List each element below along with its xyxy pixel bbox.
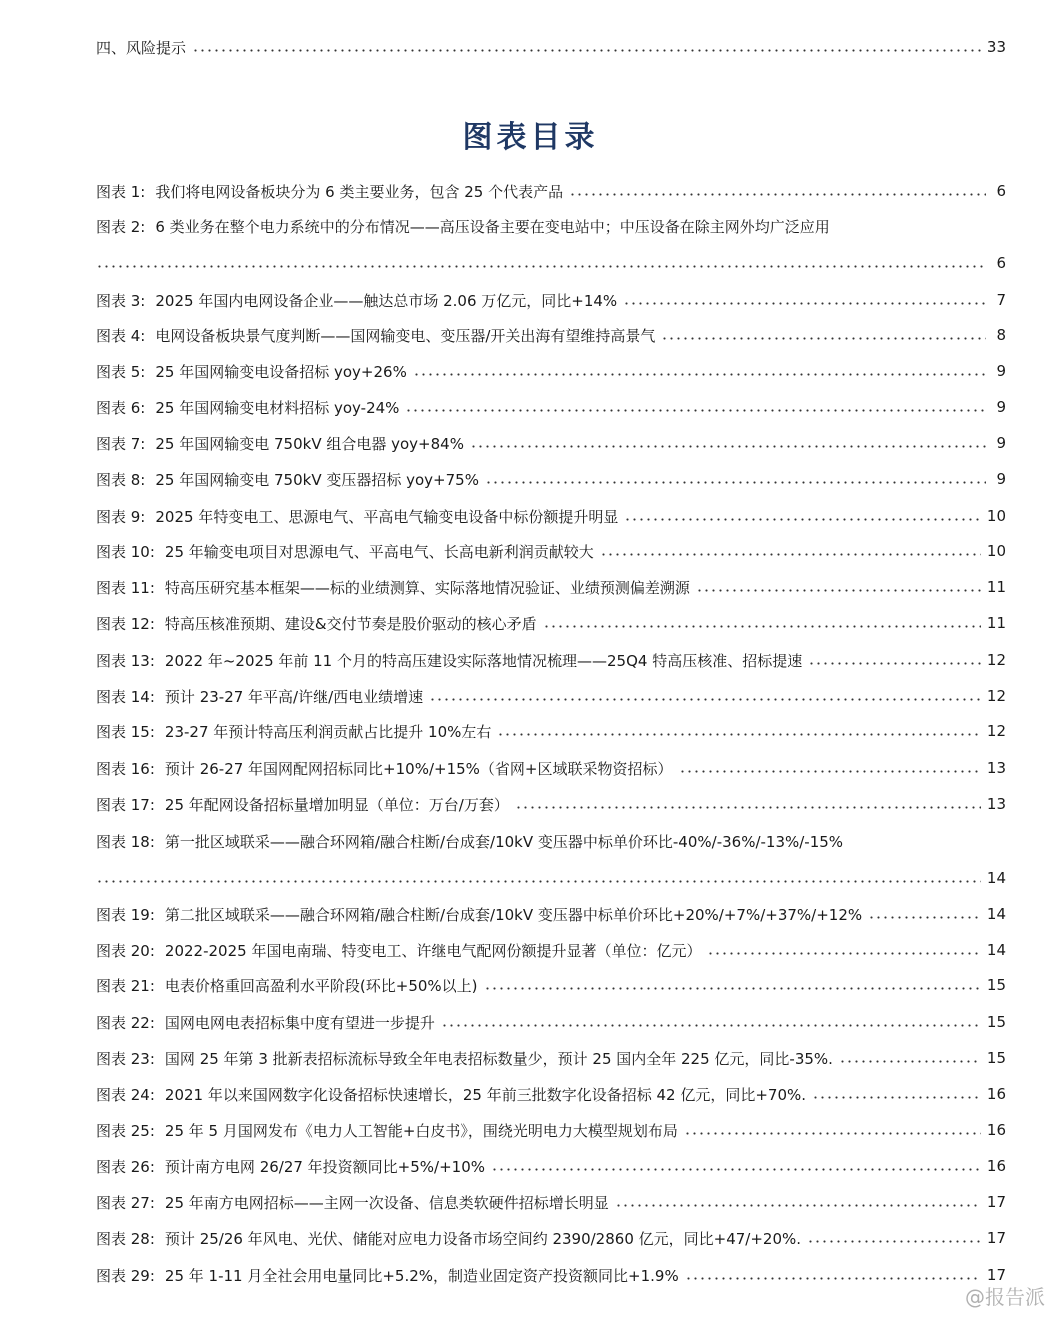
entry-page: 8 [996, 326, 1006, 344]
entry-page: 6 [996, 182, 1006, 200]
toc-entry-28[interactable] [96, 1225, 1006, 1251]
toc-entry-27[interactable] [96, 1189, 1006, 1215]
toc-page-number: 33 [986, 38, 1006, 56]
leader-dots [192, 49, 981, 52]
toc-entry-3[interactable] [96, 287, 1006, 313]
toc-entry-29[interactable] [96, 1262, 1006, 1288]
entry-text: 25 年国网输变电 750kV 变压器招标 yoy+75% [155, 470, 479, 489]
toc-entry-8[interactable] [96, 466, 1006, 492]
toc-section-label: 四、风险提示 [96, 38, 187, 57]
entry-text: 25 年国网输变电材料招标 yoy-24% [155, 398, 400, 417]
toc-entry-9[interactable] [96, 503, 1006, 529]
entry-text: 25 年 1-11 月全社会用电量同比+5.2%，制造业固定资产投资额同比+1.9% [164, 1266, 679, 1285]
leader-dots [470, 445, 986, 448]
entry-label: 图表 16: [96, 759, 155, 778]
leader-dots [543, 625, 981, 628]
entry-page: 12 [986, 722, 1006, 740]
leader-dots [808, 662, 981, 665]
entry-label: 图表 7: [96, 434, 146, 453]
entry-text: 电网设备板块景气度判断——国网输变电、变压器/开关出海有望维持高景气 [155, 326, 656, 345]
entry-page: 16 [986, 1157, 1006, 1175]
entry-text: 国网 25 年第 3 批新表招标流标导致全年电表招标数量少，预计 25 国内全年 225 亿元，同比-35%. [164, 1049, 833, 1068]
leader-dots [413, 373, 986, 376]
toc-entry-13[interactable] [96, 647, 1006, 673]
entry-page: 9 [996, 398, 1006, 416]
entry-label: 图表 22: [96, 1013, 155, 1032]
entry-text: 6 类业务在整个电力系统中的分布情况——高压设备主要在变电站中；中压设备在除主网外均广泛应用 [155, 217, 830, 236]
entry-label: 图表 13: [96, 651, 155, 670]
entry-text: 我们将电网设备板块分为 6 类主要业务，包含 25 个代表产品 [155, 182, 564, 201]
entry-page: 11 [986, 614, 1006, 632]
entry-label: 图表 4: [96, 326, 146, 345]
toc-entry-2[interactable] [96, 213, 1006, 239]
leader-dots [497, 733, 981, 736]
entry-text: 2025 年国内电网设备企业——触达总市场 2.06 万亿元，同比+14% [155, 291, 618, 310]
entry-label: 图表 29: [96, 1266, 155, 1285]
entry-page: 16 [986, 1085, 1006, 1103]
entry-label: 图表 10: [96, 542, 155, 561]
entry-text: 25 年国网输变电 750kV 组合电器 yoy+84% [155, 434, 464, 453]
leader-dots [624, 518, 981, 521]
toc-entry-21[interactable] [96, 972, 1006, 998]
page-title: 图表目录 [462, 120, 599, 155]
entry-text: 2022 年~2025 年前 11 个月的特高压建设实际落地情况梳理——25Q4 特高压核准、招标提速 [164, 651, 803, 670]
toc-entry-10[interactable] [96, 538, 1006, 564]
toc-section-risk[interactable] [96, 34, 1006, 60]
entry-label: 图表 18: [96, 832, 155, 851]
entry-text: 预计 23-27 年平高/许继/西电业绩增速 [164, 687, 424, 706]
leader-dots [485, 481, 986, 484]
entry-label: 图表 14: [96, 687, 155, 706]
leader-dots [623, 302, 986, 305]
entry-page: 13 [986, 759, 1006, 777]
toc-entry-2-cont[interactable] [96, 250, 1006, 276]
entry-page: 11 [986, 578, 1006, 596]
entry-label: 图表 1: [96, 182, 146, 201]
entry-page: 6 [996, 254, 1006, 272]
entry-text: 25 年国网输变电设备招标 yoy+26% [155, 362, 407, 381]
entry-text: 2025 年特变电工、思源电气、平高电气输变电设备中标份额提升明显 [155, 507, 619, 526]
entry-page: 14 [986, 941, 1006, 959]
leader-dots [96, 880, 981, 883]
entry-page: 17 [986, 1193, 1006, 1211]
toc-entry-20[interactable] [96, 937, 1006, 963]
entry-page: 10 [986, 542, 1006, 560]
entry-text: 电表价格重回高盈利水平阶段(环比+50%以上) [164, 976, 478, 995]
entry-label: 图表 25: [96, 1121, 155, 1140]
entry-label: 图表 20: [96, 941, 155, 960]
toc-entry-24[interactable] [96, 1081, 1006, 1107]
watermark: @报告派 [965, 1285, 1045, 1309]
toc-entry-7[interactable] [96, 430, 1006, 456]
toc-entry-12[interactable] [96, 610, 1006, 636]
leader-dots [515, 806, 981, 809]
entry-label: 图表 6: [96, 398, 146, 417]
entry-text: 特高压研究基本框架——标的业绩测算、实际落地情况验证、业绩预测偏差溯源 [164, 578, 690, 597]
leader-dots [600, 553, 981, 556]
entry-page: 12 [986, 651, 1006, 669]
toc-entry-5[interactable] [96, 358, 1006, 384]
entry-page: 15 [986, 976, 1006, 994]
toc-entry-1[interactable] [96, 178, 1006, 204]
leader-dots [839, 1060, 981, 1063]
leader-dots [615, 1204, 981, 1207]
entry-page: 10 [986, 507, 1006, 525]
toc-entry-15[interactable] [96, 718, 1006, 744]
leader-dots [405, 409, 986, 412]
entry-page: 15 [986, 1049, 1006, 1067]
entry-text: 预计 26-27 年国网配网招标同比+10%/+15%（省网+区域联采物资招标） [164, 759, 673, 778]
entry-label: 图表 11: [96, 578, 155, 597]
entry-label: 图表 28: [96, 1229, 155, 1248]
entry-label: 图表 8: [96, 470, 146, 489]
entry-label: 图表 23: [96, 1049, 155, 1068]
toc-entry-11[interactable] [96, 574, 1006, 600]
entry-label: 图表 15: [96, 722, 155, 741]
leader-dots [96, 265, 986, 268]
entry-text: 特高压核准预期、建设&交付节奏是股价驱动的核心矛盾 [164, 614, 537, 633]
toc-entry-18[interactable] [96, 828, 1006, 854]
entry-page: 17 [986, 1229, 1006, 1247]
leader-dots [868, 916, 981, 919]
entry-text: 第一批区域联采——融合环网箱/融合柱断/台成套/10kV 变压器中标单价环比-40%/-36%/-13%/-15% [164, 832, 844, 851]
leader-dots [429, 698, 981, 701]
entry-label: 图表 27: [96, 1193, 155, 1212]
entry-text: 预计南方电网 26/27 年投资额同比+5%/+10% [164, 1157, 486, 1176]
toc-entry-22[interactable] [96, 1009, 1006, 1035]
entry-page: 14 [986, 869, 1006, 887]
entry-label: 图表 12: [96, 614, 155, 633]
entry-page: 13 [986, 795, 1006, 813]
entry-page: 9 [996, 362, 1006, 380]
entry-page: 7 [996, 291, 1006, 309]
entry-text: 25 年南方电网招标——主网一次设备、信息类软硬件招标增长明显 [164, 1193, 609, 1212]
entry-text: 2022-2025 年国电南瑞、特变电工、许继电气配网份额提升显著（单位：亿元） [164, 941, 702, 960]
entry-text: 25 年输变电项目对思源电气、平高电气、长高电新利润贡献较大 [164, 542, 594, 561]
leader-dots [812, 1096, 981, 1099]
leader-dots [679, 770, 981, 773]
leader-dots [661, 337, 986, 340]
entry-page: 15 [986, 1013, 1006, 1031]
leader-dots [696, 589, 981, 592]
entry-label: 图表 24: [96, 1085, 155, 1104]
entry-page: 9 [996, 470, 1006, 488]
entry-label: 图表 3: [96, 291, 146, 310]
toc-entry-23[interactable] [96, 1045, 1006, 1071]
entry-page: 16 [986, 1121, 1006, 1139]
leader-dots [569, 193, 986, 196]
entry-label: 图表 21: [96, 976, 155, 995]
entry-page: 12 [986, 687, 1006, 705]
entry-text: 23-27 年预计特高压利润贡献占比提升 10%左右 [164, 722, 492, 741]
leader-dots [491, 1168, 981, 1171]
entry-text: 2021 年以来国网数字化设备招标快速增长，25 年前三批数字化设备招标 42 亿元，同比+70%. [164, 1085, 807, 1104]
leader-dots [441, 1024, 981, 1027]
toc-entry-14[interactable] [96, 683, 1006, 709]
toc-entry-26[interactable] [96, 1153, 1006, 1179]
toc-entry-25[interactable] [96, 1117, 1006, 1143]
entry-label: 图表 19: [96, 905, 155, 924]
leader-dots [684, 1132, 981, 1135]
leader-dots [707, 952, 980, 955]
entry-text: 预计 25/26 年风电、光伏、储能对应电力设备市场空间约 2390/2860 亿元，同比+47/+20%. [164, 1229, 802, 1248]
entry-label: 图表 5: [96, 362, 146, 381]
toc-entry-18-cont[interactable] [96, 865, 1006, 891]
toc-entry-6[interactable] [96, 394, 1006, 420]
toc-entry-17[interactable] [96, 791, 1006, 817]
entry-text: 25 年配网设备招标量增加明显（单位：万台/万套） [164, 795, 509, 814]
toc-entry-4[interactable] [96, 322, 1006, 348]
entry-label: 图表 17: [96, 795, 155, 814]
entry-page: 14 [986, 905, 1006, 923]
entry-text: 25 年 5 月国网发布《电力人工智能+白皮书》，围绕光明电力大模型规划布局 [164, 1121, 678, 1140]
entry-text: 国网电网电表招标集中度有望进一步提升 [164, 1013, 435, 1032]
entry-label: 图表 9: [96, 507, 146, 526]
entry-label: 图表 26: [96, 1157, 155, 1176]
entry-label: 图表 2: [96, 217, 146, 236]
entry-page: 17 [986, 1266, 1006, 1284]
toc-entry-19[interactable] [96, 901, 1006, 927]
toc-entry-16[interactable] [96, 755, 1006, 781]
leader-dots [484, 987, 981, 990]
entry-text: 第二批区域联采——融合环网箱/融合柱断/台成套/10kV 变压器中标单价环比+20%/+7%/+37%/+12% [164, 905, 863, 924]
leader-dots [685, 1277, 981, 1280]
leader-dots [807, 1240, 981, 1243]
entry-page: 9 [996, 434, 1006, 452]
